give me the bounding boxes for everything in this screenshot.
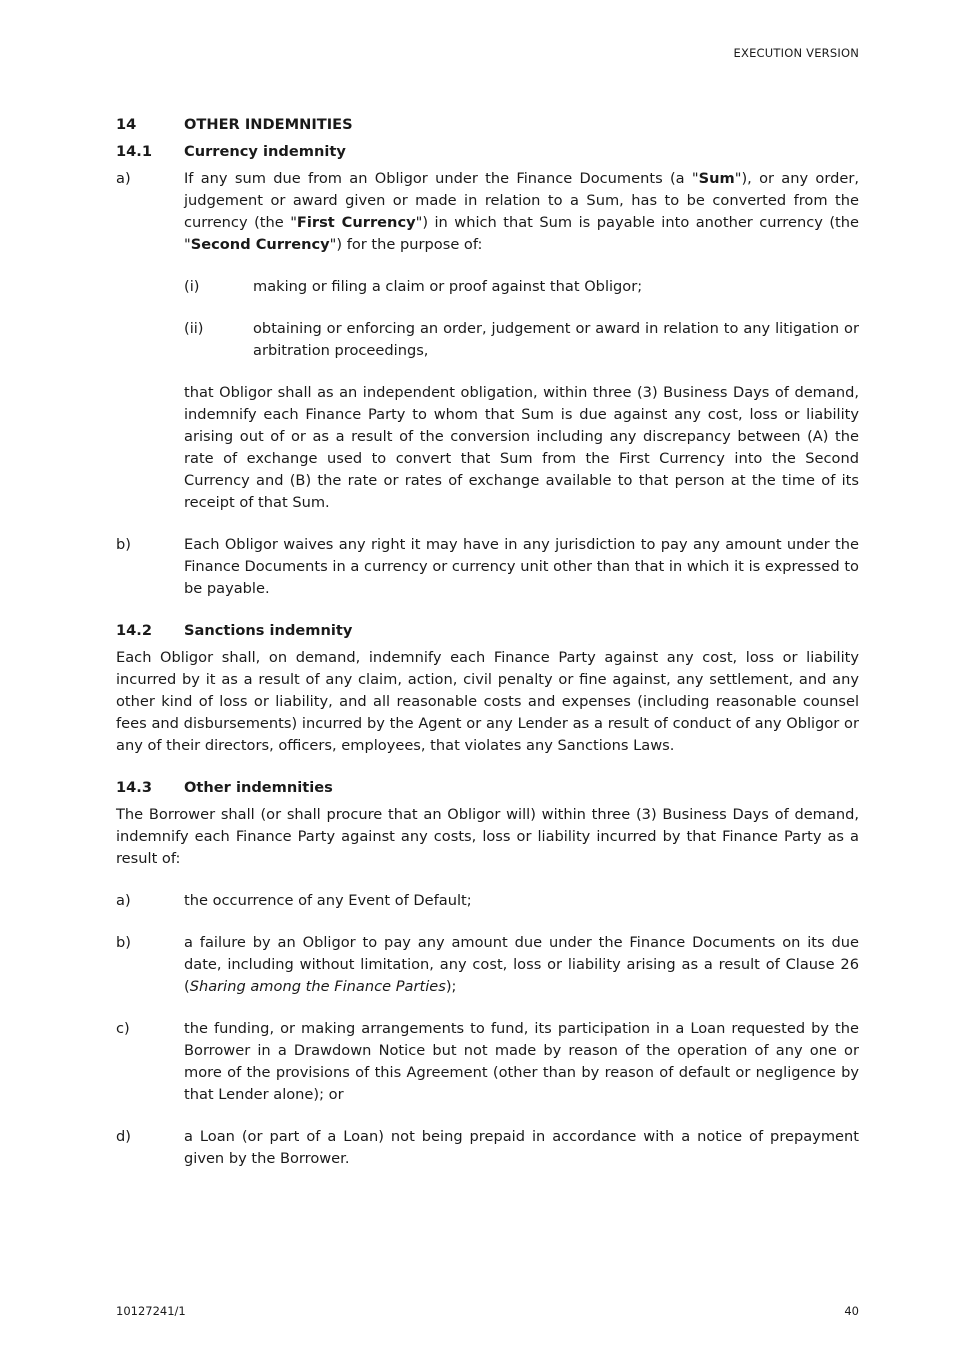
clause-number: 14.3	[116, 779, 153, 796]
item-text: If any sum due from an Obligor under the Finance Documents (a "Sum"), or any order, judgement or award given or made in relation to a Sum, has to be converted from the currency (the "First Currency") in which that Sum is payable into another currency (the "Second Currency") for the purpose of:	[184, 170, 859, 253]
clause-14-1-a-ii	[184, 318, 859, 362]
execution-version-label: EXECUTION VERSION	[733, 46, 859, 60]
item-label: a)	[116, 170, 131, 187]
clause-14-3-b	[116, 932, 859, 998]
clause-title: Currency indemnity	[184, 143, 346, 160]
subitem-label: (ii)	[184, 320, 204, 337]
page-number: 40	[844, 1304, 859, 1318]
item-label: b)	[116, 934, 131, 951]
document-body	[116, 114, 859, 1170]
clause-14-1-b	[116, 534, 859, 600]
item-text: the funding, or making arrangements to fund, its participation in a Loan requested by the Borrower in a Drawdown Notice but not made by reason of the operation of any one or more of the provisions of this Agreement (other than by reason of default or negligence by that Lender alone); or	[184, 1020, 859, 1103]
subitem-text: making or filing a claim or proof against that Obligor;	[253, 278, 643, 295]
subitem-text: obtaining or enforcing an order, judgement or award in relation to any litigation or arbitration proceedings,	[253, 320, 859, 359]
clause-14-1-a-tail: that Obligor shall as an independent obligation, within three (3) Business Days of demand, indemnify each Finance Party to whom that Sum is due against any cost, loss or liability arising out of or as a result of the conversion including any discrepancy between (A) the rate of exchange used to convert that Sum from the First Currency into the Second Currency and (B) the rate or rates of exchange available to that person at the time of its receipt of that Sum.	[184, 384, 859, 511]
clause-14-3-d	[116, 1126, 859, 1170]
item-text: Each Obligor waives any right it may have in any jurisdiction to pay any amount under the Finance Documents in a currency or currency unit other than that in which it is expressed to be payable.	[184, 536, 859, 597]
item-label: a)	[116, 892, 131, 909]
clause-14-1-heading	[116, 141, 859, 163]
document-reference: 10127241/1	[116, 1304, 186, 1318]
clause-14-1-a	[116, 168, 859, 256]
section-number: 14	[116, 116, 137, 133]
item-label: c)	[116, 1020, 130, 1037]
clause-14-2-text: Each Obligor shall, on demand, indemnify each Finance Party against any cost, loss or liability incurred by it as a result of any claim, action, civil penalty or fine against, any settlement, and any other kind of loss or liability, and all reasonable costs and expenses (including reasonable counsel fees and disbursements) incurred by the Agent or any Lender as a result of conduct of any Obligor or any of their directors, officers, employees, that violates any Sanctions Laws.	[116, 649, 859, 754]
clause-14-3-heading	[116, 777, 859, 799]
subitem-label: (i)	[184, 278, 200, 295]
clause-14-3-c	[116, 1018, 859, 1106]
clause-title: Sanctions indemnity	[184, 622, 353, 639]
item-label: b)	[116, 536, 131, 553]
clause-number: 14.2	[116, 622, 153, 639]
clause-14-1-a-i	[184, 276, 859, 298]
item-text: a failure by an Obligor to pay any amount due under the Finance Documents on its due date, including without limitation, any cost, loss or liability arising as a result of Clause 26 (Sharing among the Finance Parties);	[184, 934, 859, 995]
clause-14-3-intro: The Borrower shall (or shall procure that an Obligor will) within three (3) Business Days of demand, indemnify each Finance Party against any costs, loss or liability incurred by that Finance Party as a result of:	[116, 806, 859, 867]
section-title: OTHER INDEMNITIES	[184, 116, 353, 133]
clause-number: 14.1	[116, 143, 153, 160]
clause-title: Other indemnities	[184, 779, 333, 796]
clause-14-3-a	[116, 890, 859, 912]
section-heading	[116, 114, 859, 136]
clause-14-2-heading	[116, 620, 859, 642]
item-label: d)	[116, 1128, 131, 1145]
item-text: a Loan (or part of a Loan) not being prepaid in accordance with a notice of prepayment given by the Borrower.	[184, 1128, 859, 1167]
item-text: the occurrence of any Event of Default;	[184, 892, 472, 909]
